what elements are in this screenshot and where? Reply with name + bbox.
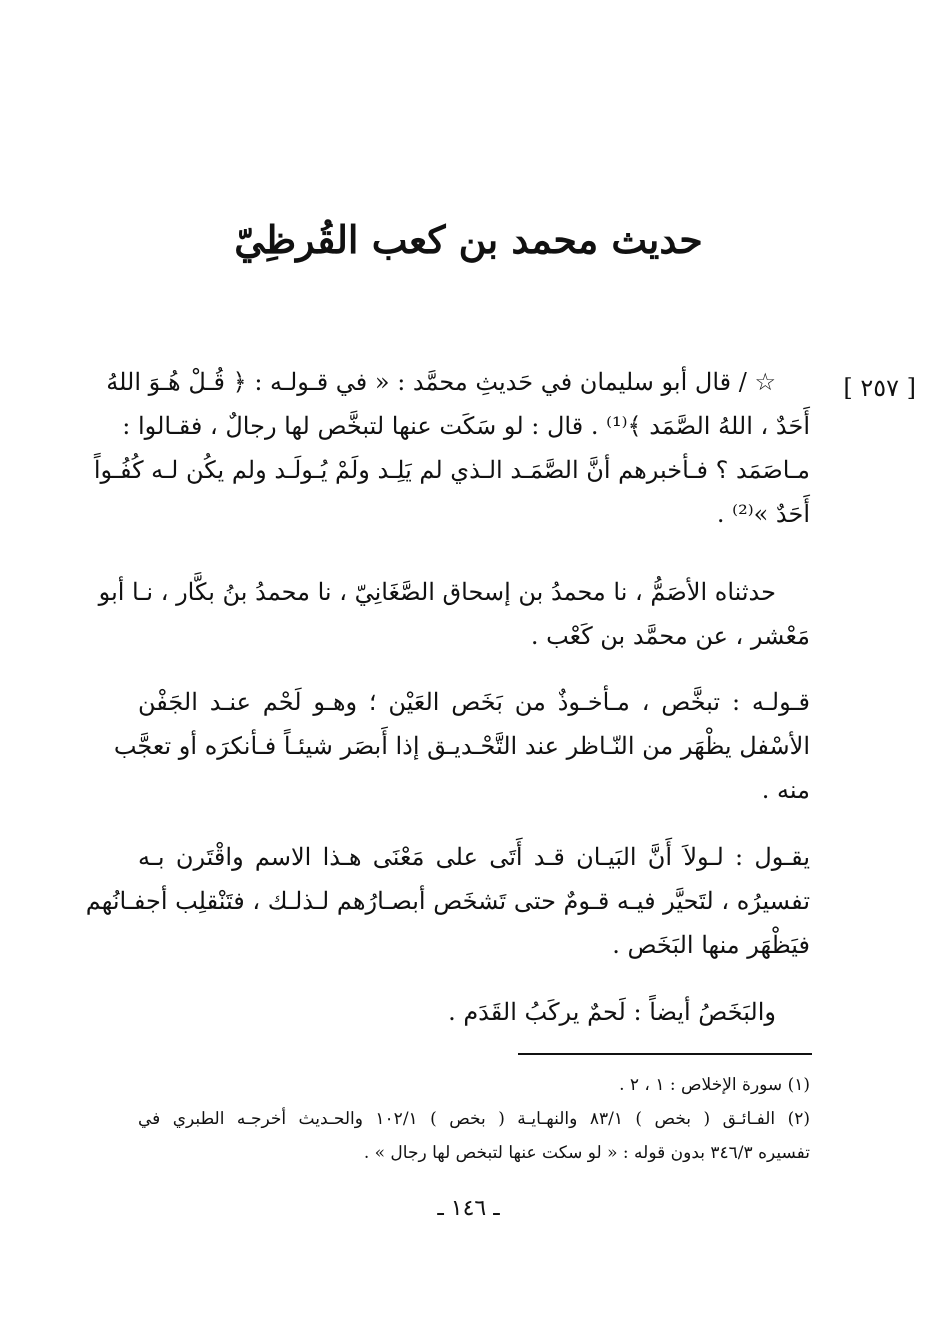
paragraph-isnad: [98, 570, 810, 658]
text-line: الأسْفل يظْهَر من النّـاظر عند التَّحْـديـق إذا أَبصَر شيئـاً فـأنكرَه أو تعجَّب: [113, 732, 810, 760]
page-number: ـ ١٤٦ ـ: [437, 1196, 500, 1221]
text-line: حدثناه الأصَمُّ ، نا محمدُ بن إسحاق الصَّغَانِيّ ، نا محمدُ بنُ بكَّار ، نـا أبو: [98, 578, 776, 606]
footnote-1: (١) سورة الإخلاص : ١ ، ٢ .: [619, 1075, 810, 1095]
text-line: أَحَدٌ ، اللهُ الصَّمَد ﴾⁽¹⁾ . قال : لو سَكَت عنها لتبخَّص لها رجالٌ ، فقـالوا :: [122, 412, 810, 440]
text-line: أَحَدٌ »⁽²⁾ .: [716, 500, 810, 528]
text-line: مَعْشر ، عن محمَّد بن كَعْب .: [530, 622, 810, 650]
paragraph-hadith: [93, 360, 810, 536]
footnote-line: تفسيره ٣٤٦/٣ بدون قوله : « لو سكت عنها لتبخص لها رجال » .: [363, 1143, 810, 1163]
footnote-divider: [518, 1053, 812, 1055]
text-line: مـاصَمَد ؟ فـأخبرهم أنَّ الصَّمَـد الـذي لم يَلِـد ولَمْ يُـولَـد ولم يكُن لـه كُفُـواً: [93, 456, 810, 484]
paragraph-additional: [138, 990, 810, 1034]
page-title: حديث محمد بن كعب القُرظِيّ: [234, 217, 703, 262]
footnote-line: (٢) الفـائـق ( بخص ) ٨٣/١ والنهـايـة ( بخص ) ١٠٢/١ والحـديث أخرجـه الطبري في: [138, 1109, 810, 1129]
footnote-2: [138, 1102, 810, 1170]
text-line: قـولـه : تبخَّص ، مـأخـوذٌ من بَخَص العَيْن ؛ وهـو لَحْم عنـد الجَفْن: [138, 688, 810, 716]
text-line: فيَظْهَر منها البَخَص .: [612, 931, 810, 959]
paragraph-commentary: [85, 835, 810, 967]
text-line: والبَخَصُ أيضاً : لَحمٌ يركَبُ القَدَم .: [448, 998, 776, 1026]
text-line: منه .: [761, 776, 810, 804]
text-line: يقـول : لـولاَ أَنَّ البَيـان قـد أَتَى على مَعْنَى هـذا الاسم واقْتَرن بـه: [138, 843, 810, 871]
paragraph-explanation: [113, 680, 810, 812]
entry-number: [ ٢٥٧ ]: [843, 374, 916, 402]
text-line: ☆ / قال أبو سليمان في حَديثِ محمَّد : « في قـولـه : ﴿ قُـلْ هُـوَ اللهُ: [106, 368, 776, 396]
text-line: تفسيرُه ، لتَحيَّر فيـه قـومٌ حتى تَشخَص أبصـارُهم لـذلـك ، فتَنْقلِب أجفـانُهم: [85, 887, 810, 915]
